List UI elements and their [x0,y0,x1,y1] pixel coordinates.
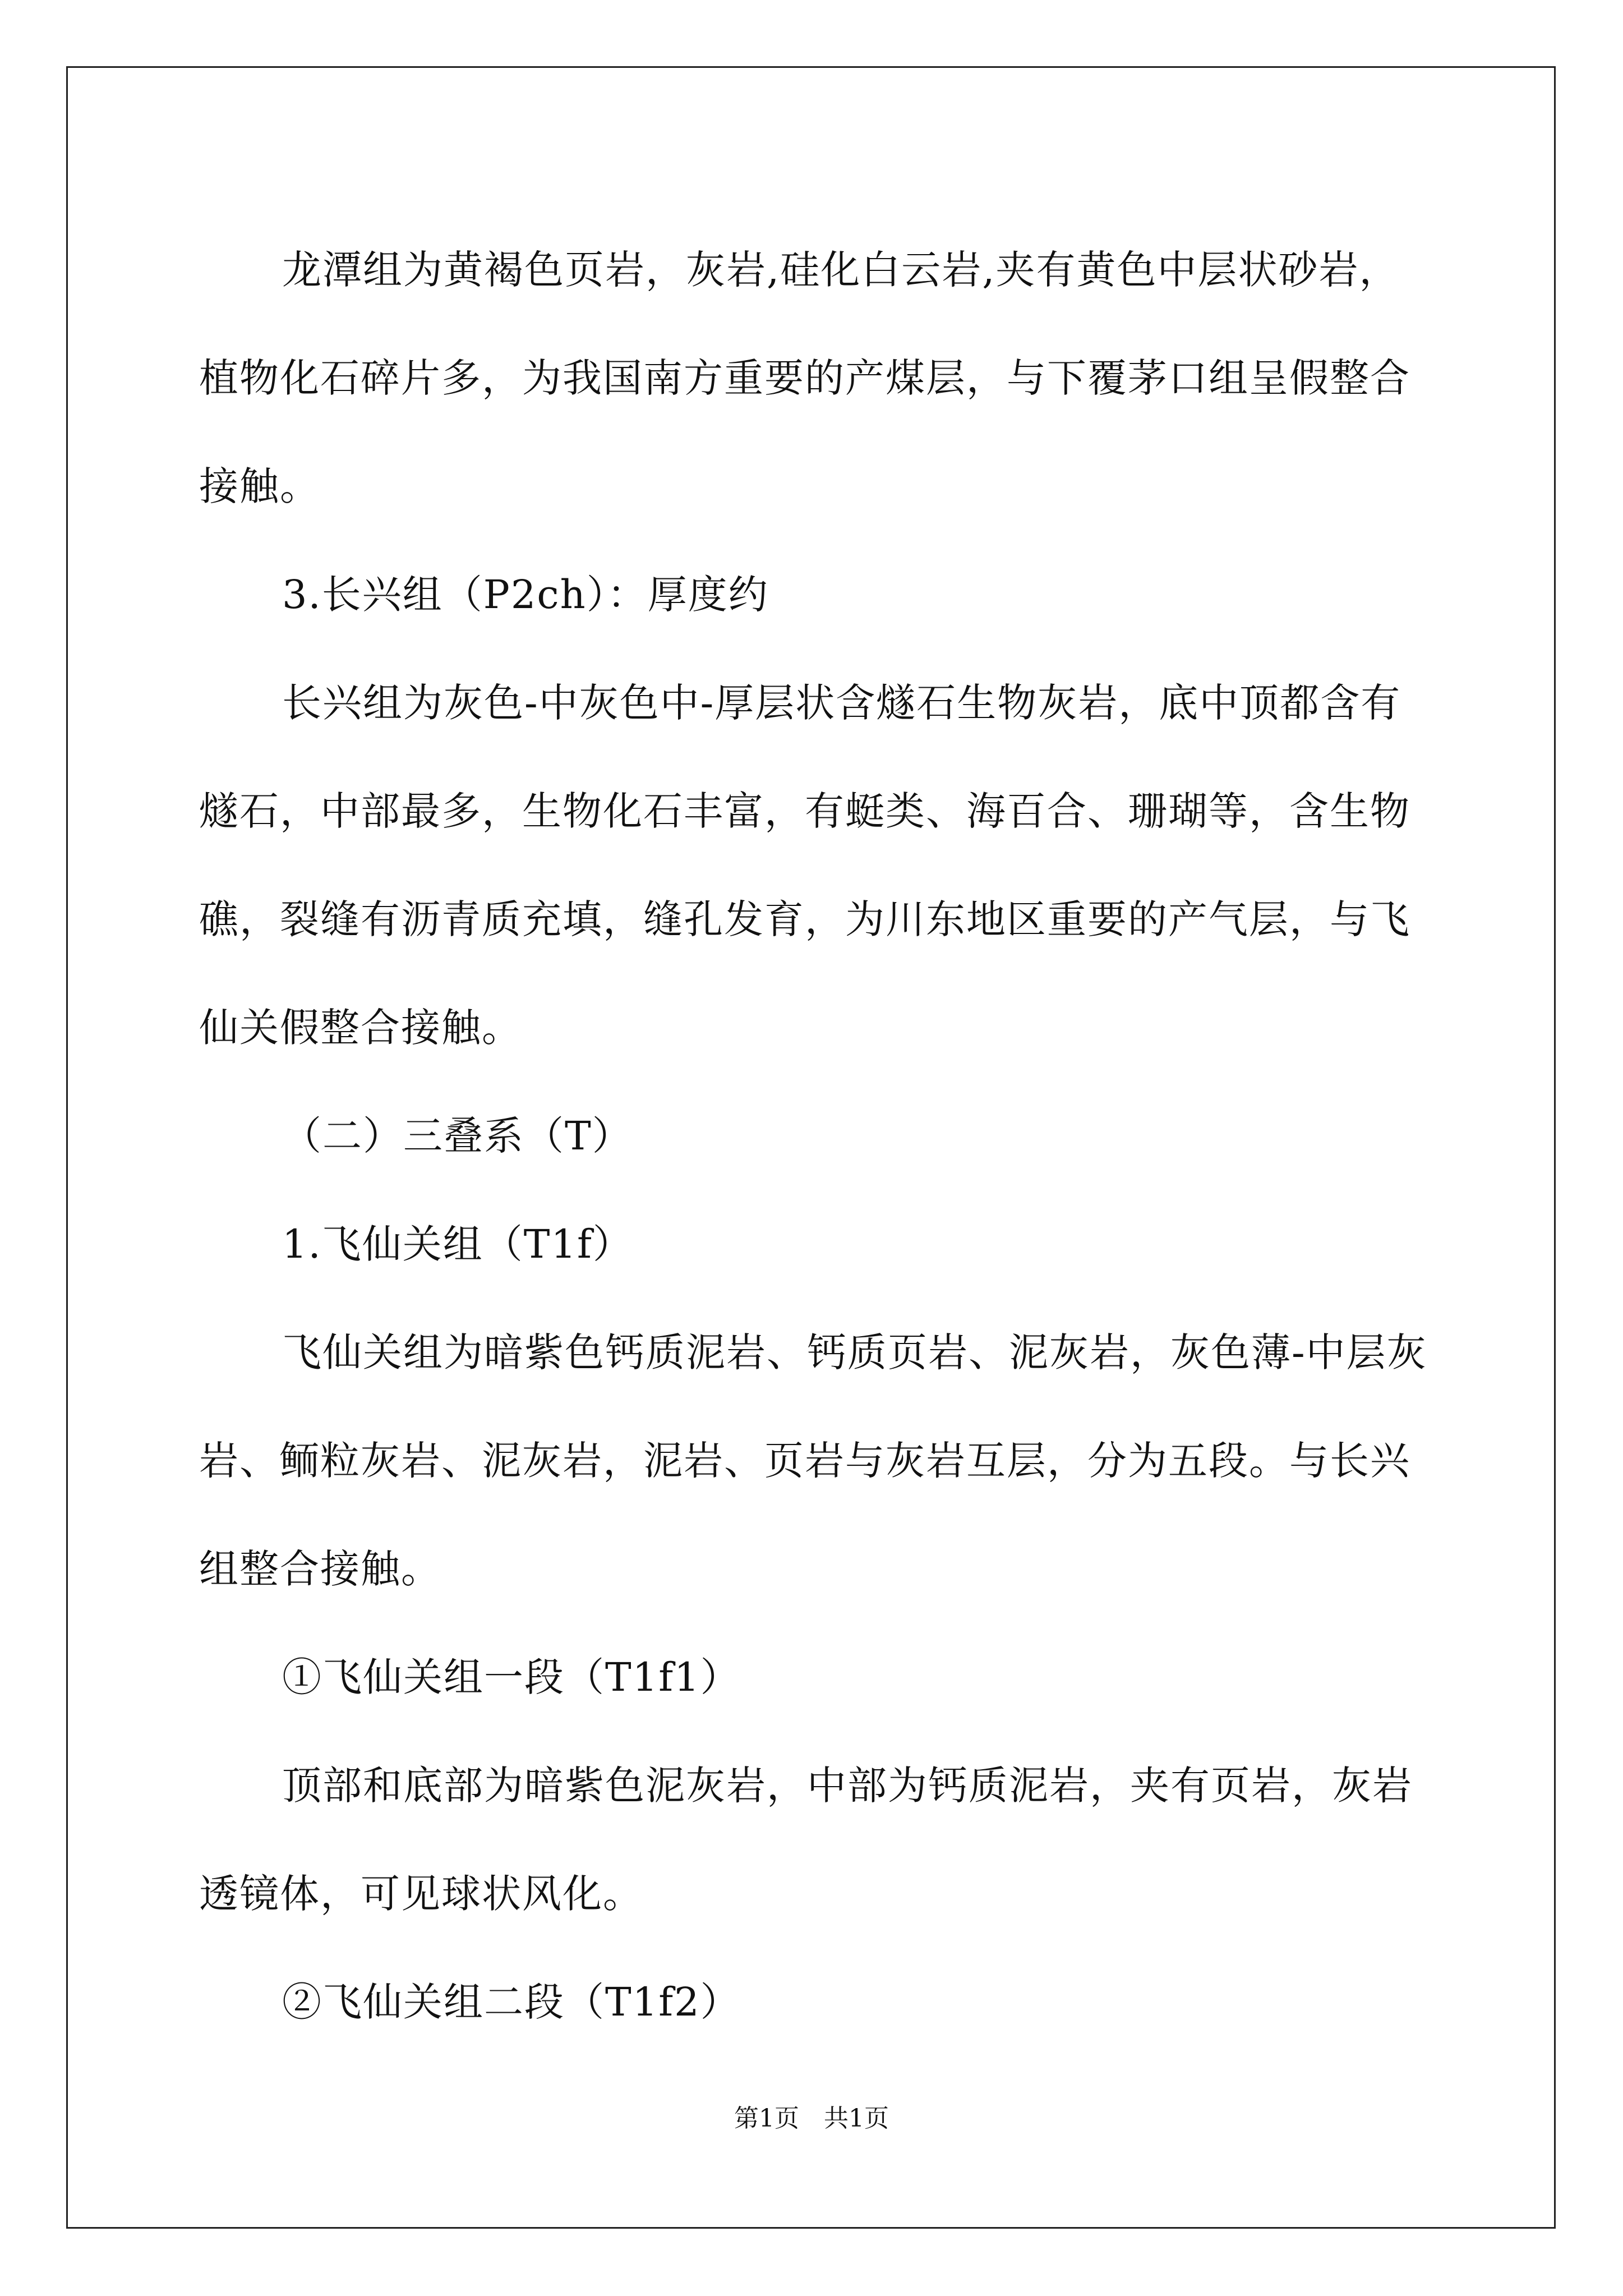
heading-feixianguan-member-2: ②飞仙关组二段（T1f2） [282,1979,741,2025]
page-footer: 第1页 共1页 [734,2104,889,2133]
paragraph-feixianguan-member-1: 顶部和底部为暗紫色泥灰岩，中部为钙质泥岩，夹有页岩，灰岩透镜体，可见球状风化。 [199,1763,1413,1917]
heading-feixianguan-formation: 1.飞仙关组（T1f） [282,1221,633,1267]
heading-triassic-system: （二）三叠系（T） [282,1113,633,1159]
paragraph-feixianguan-formation: 飞仙关组为暗紫色钙质泥岩、钙质页岩、泥灰岩，灰色薄-中层灰岩、鲕粒灰岩、泥灰岩，泥岩、页岩与灰岩互层，分为五段。与长兴组整合接触。 [199,1329,1427,1592]
heading-feixianguan-member-1: ①飞仙关组一段（T1f1） [282,1654,741,1700]
paragraph-longtan-formation: 龙潭组为黄褐色页岩，灰岩,硅化白云岩,夹有黄色中层状砂岩，植物化石碎片多，为我国南方重要的产煤层，与下覆茅口组呈假整合接触。 [199,247,1410,509]
document-body [199,216,1427,2056]
heading-changxing-formation: 3.长兴组（P2ch）：厚度约 [282,572,769,618]
paragraph-changxing-formation: 长兴组为灰色-中灰色中-厚层状含燧石生物灰岩，底中顶都含有燧石，中部最多，生物化石丰富，有蜓类、海百合、珊瑚等，含生物礁，裂缝有沥青质充填，缝孔发育，为川东地区重要的产气层，与飞仙关假整合接触。 [199,680,1410,1051]
